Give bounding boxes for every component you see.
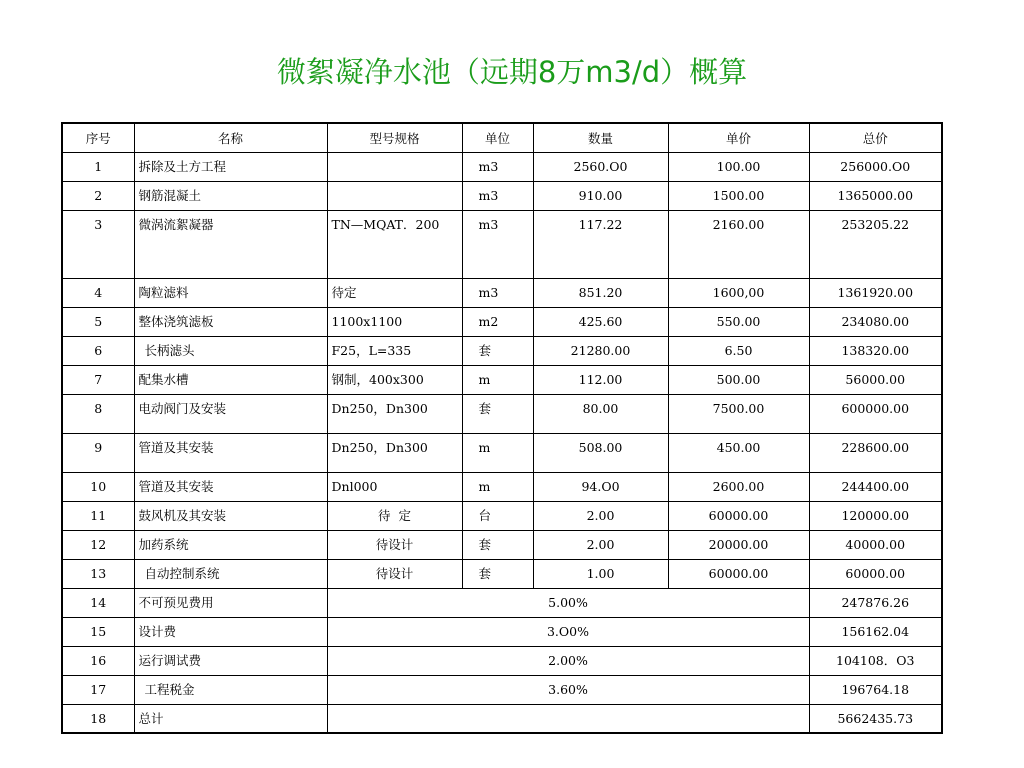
cell-unit: 套 — [462, 531, 533, 560]
header-no: 序号 — [62, 123, 134, 153]
cell-total: 228600.00 — [809, 434, 942, 473]
cell-total: 244400.00 — [809, 473, 942, 502]
cell-no: 18 — [62, 705, 134, 734]
cell-name: 电动阀门及安装 — [134, 395, 327, 434]
fee-row — [62, 589, 942, 618]
table-row — [62, 395, 942, 434]
fee-row — [62, 676, 942, 705]
cell-no: 13 — [62, 560, 134, 589]
cell-qty: 2.00 — [533, 502, 668, 531]
cell-rate: 5.00% — [327, 589, 809, 618]
cell-rate: 2.00% — [327, 647, 809, 676]
cell-no: 11 — [62, 502, 134, 531]
cell-no: 1 — [62, 153, 134, 182]
cell-qty: 1.00 — [533, 560, 668, 589]
cell-name: 总计 — [134, 705, 327, 734]
cell-total: 138320.00 — [809, 337, 942, 366]
cell-qty: 425.60 — [533, 308, 668, 337]
cell-name: 不可预见费用 — [134, 589, 327, 618]
cell-rate — [327, 705, 809, 734]
cell-total: 1365000.00 — [809, 182, 942, 211]
table-row — [62, 337, 942, 366]
budget-table-container — [61, 122, 941, 734]
cell-name: 拆除及土方工程 — [134, 153, 327, 182]
cell-name: 运行调试费 — [134, 647, 327, 676]
cell-spec — [327, 182, 462, 211]
cell-unit: m3 — [462, 153, 533, 182]
cell-no: 15 — [62, 618, 134, 647]
cell-spec: 待 定 — [327, 502, 462, 531]
cell-price: 1500.00 — [668, 182, 809, 211]
cell-no: 17 — [62, 676, 134, 705]
table-row — [62, 434, 942, 473]
cell-total: 60000.00 — [809, 560, 942, 589]
cell-no: 12 — [62, 531, 134, 560]
cell-total: 253205.22 — [809, 211, 942, 279]
cell-total: 156162.04 — [809, 618, 942, 647]
cell-total: 1361920.00 — [809, 279, 942, 308]
cell-no: 2 — [62, 182, 134, 211]
cell-price: 550.00 — [668, 308, 809, 337]
cell-no: 8 — [62, 395, 134, 434]
cell-no: 6 — [62, 337, 134, 366]
cell-qty: 508.00 — [533, 434, 668, 473]
cell-name: 整体浇筑滤板 — [134, 308, 327, 337]
cell-qty: 2.00 — [533, 531, 668, 560]
page-title: 微絮凝净水池（远期8万m3/d）概算 — [276, 55, 748, 89]
cell-rate: 3.60% — [327, 676, 809, 705]
cell-no: 9 — [62, 434, 134, 473]
cell-name: 设计费 — [134, 618, 327, 647]
cell-name: 自动控制系统 — [134, 560, 327, 589]
cell-spec: Dn250，Dn300 — [327, 395, 462, 434]
header-spec: 型号规格 — [327, 123, 462, 153]
cell-total: 256000.O0 — [809, 153, 942, 182]
cell-unit: m3 — [462, 182, 533, 211]
cell-qty: 851.20 — [533, 279, 668, 308]
cell-no: 4 — [62, 279, 134, 308]
table-row — [62, 153, 942, 182]
cell-no: 10 — [62, 473, 134, 502]
cell-name: 钢筋混凝土 — [134, 182, 327, 211]
cell-spec: 待设计 — [327, 531, 462, 560]
cell-total: 247876.26 — [809, 589, 942, 618]
cell-qty: 21280.00 — [533, 337, 668, 366]
cell-qty: 80.00 — [533, 395, 668, 434]
cell-name: 陶粒滤料 — [134, 279, 327, 308]
cell-unit: m — [462, 473, 533, 502]
cell-rate: 3.O0% — [327, 618, 809, 647]
table-row — [62, 182, 942, 211]
cell-spec: Dnl000 — [327, 473, 462, 502]
cell-spec: TN—MQAT．200 — [327, 211, 462, 279]
cell-name: 工程税金 — [134, 676, 327, 705]
cell-name: 微涡流絮凝器 — [134, 211, 327, 279]
header-unit: 单位 — [462, 123, 533, 153]
cell-spec: F25，L=335 — [327, 337, 462, 366]
cell-total: 234080.00 — [809, 308, 942, 337]
cell-price: 500.00 — [668, 366, 809, 395]
cell-unit: 台 — [462, 502, 533, 531]
cell-name: 鼓风机及其安装 — [134, 502, 327, 531]
cell-total: 196764.18 — [809, 676, 942, 705]
cell-unit: m — [462, 366, 533, 395]
fee-row — [62, 618, 942, 647]
cell-total: 600000.00 — [809, 395, 942, 434]
cell-price: 6.50 — [668, 337, 809, 366]
cell-total: 120000.00 — [809, 502, 942, 531]
cell-qty: 117.22 — [533, 211, 668, 279]
cell-price: 1600,00 — [668, 279, 809, 308]
cell-name: 配集水槽 — [134, 366, 327, 395]
budget-table — [61, 122, 943, 734]
cell-unit: m3 — [462, 211, 533, 279]
cell-name: 管道及其安装 — [134, 434, 327, 473]
cell-name: 管道及其安装 — [134, 473, 327, 502]
cell-no: 14 — [62, 589, 134, 618]
cell-price: 100.00 — [668, 153, 809, 182]
fee-row — [62, 647, 942, 676]
cell-price: 7500.00 — [668, 395, 809, 434]
table-row — [62, 211, 942, 279]
table-row — [62, 560, 942, 589]
table-row — [62, 308, 942, 337]
cell-no: 5 — [62, 308, 134, 337]
cell-total: 56000.00 — [809, 366, 942, 395]
table-row — [62, 473, 942, 502]
header-total: 总价 — [809, 123, 942, 153]
cell-price: 60000.00 — [668, 560, 809, 589]
cell-name: 长柄滤头 — [134, 337, 327, 366]
table-header-row — [62, 123, 942, 153]
header-name: 名称 — [134, 123, 327, 153]
cell-price: 450.00 — [668, 434, 809, 473]
cell-unit: m2 — [462, 308, 533, 337]
cell-price: 2160.00 — [668, 211, 809, 279]
cell-unit: m3 — [462, 279, 533, 308]
table-row — [62, 502, 942, 531]
cell-no: 16 — [62, 647, 134, 676]
cell-no: 7 — [62, 366, 134, 395]
grand-total-row — [62, 705, 942, 734]
cell-qty: 2560.O0 — [533, 153, 668, 182]
table-row — [62, 366, 942, 395]
header-qty: 数量 — [533, 123, 668, 153]
cell-unit: m — [462, 434, 533, 473]
cell-price: 60000.00 — [668, 502, 809, 531]
table-row — [62, 531, 942, 560]
header-price: 单价 — [668, 123, 809, 153]
cell-unit: 套 — [462, 337, 533, 366]
cell-spec: 待设计 — [327, 560, 462, 589]
cell-total: 104108．O3 — [809, 647, 942, 676]
cell-spec: 1100x1100 — [327, 308, 462, 337]
cell-price: 20000.00 — [668, 531, 809, 560]
cell-spec: Dn250，Dn300 — [327, 434, 462, 473]
cell-spec: 待定 — [327, 279, 462, 308]
cell-unit: 套 — [462, 395, 533, 434]
cell-unit: 套 — [462, 560, 533, 589]
table-row — [62, 279, 942, 308]
cell-qty: 94.O0 — [533, 473, 668, 502]
cell-price: 2600.00 — [668, 473, 809, 502]
cell-name: 加药系统 — [134, 531, 327, 560]
cell-spec: 钢制，400x300 — [327, 366, 462, 395]
cell-total: 40000.00 — [809, 531, 942, 560]
cell-no: 3 — [62, 211, 134, 279]
cell-spec — [327, 153, 462, 182]
cell-qty: 910.00 — [533, 182, 668, 211]
cell-total: 5662435.73 — [809, 705, 942, 734]
cell-qty: 112.00 — [533, 366, 668, 395]
